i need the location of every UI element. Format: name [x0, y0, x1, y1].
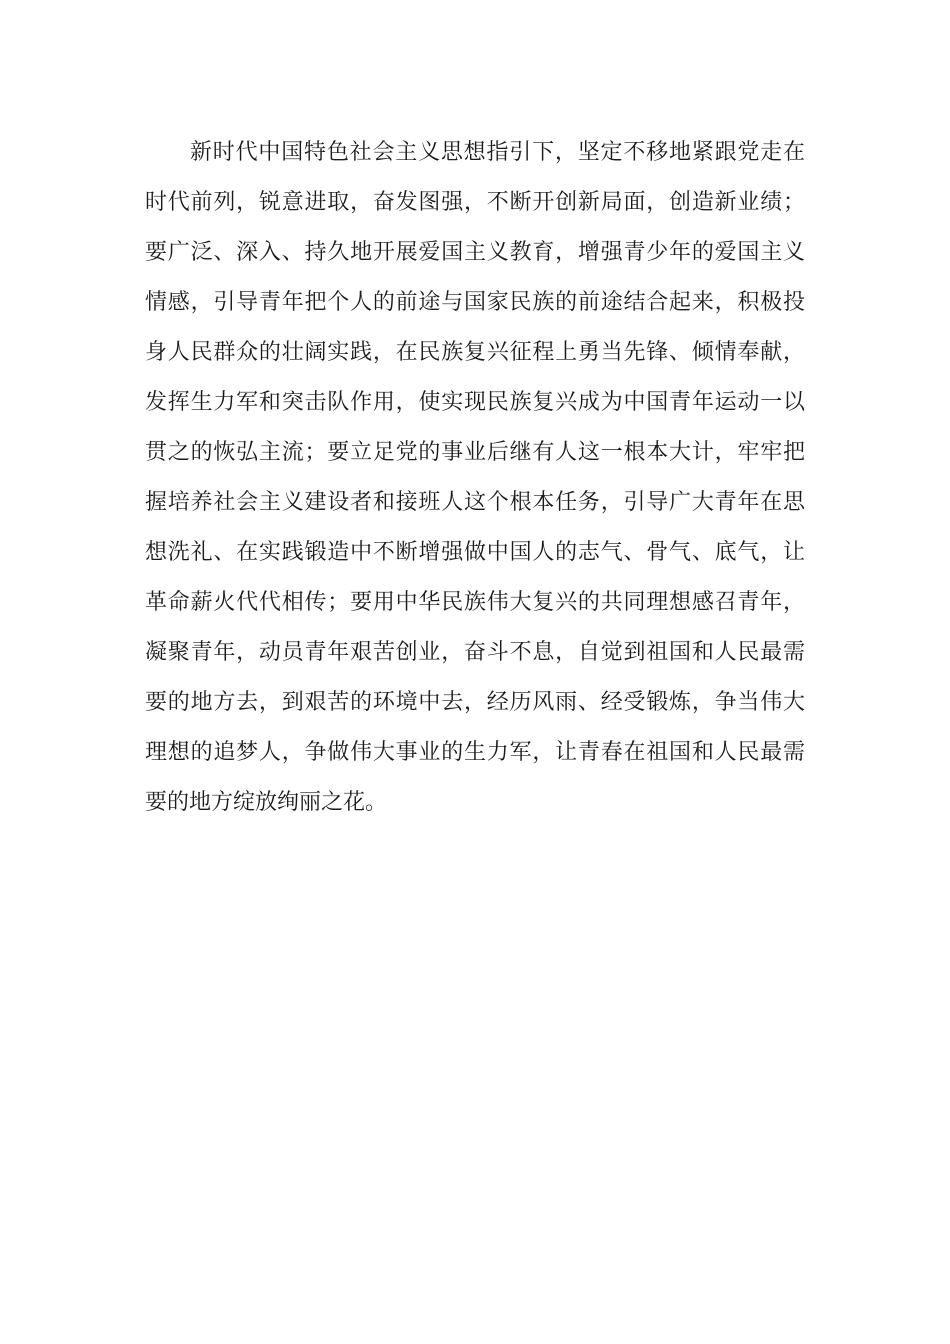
- paragraph-line: 要的地方去，到艰苦的环境中去，经历风雨、经受锻炼，争当伟大: [145, 690, 805, 715]
- body-paragraph: [145, 128, 805, 828]
- paragraph-line: 要的地方绽放绚丽之花。: [145, 790, 388, 815]
- paragraph-line: 身人民群众的壮阔实践，在民族复兴征程上勇当先锋、倾情奉献，: [145, 340, 805, 365]
- paragraph-line: 新时代中国特色社会主义思想指引下，坚定不移地紧跟党走在: [190, 140, 805, 165]
- paragraph-line: 时代前列，锐意进取，奋发图强，不断开创新局面，创造新业绩；: [145, 190, 805, 215]
- paragraph-line: 情感，引导青年把个人的前途与国家民族的前途结合起来，积极投: [145, 290, 805, 315]
- paragraph-line: 贯之的恢弘主流；要立足党的事业后继有人这一根本大计，牢牢把: [145, 440, 805, 465]
- paragraph-line: 发挥生力军和突击队作用，使实现民族复兴成为中国青年运动一以: [145, 390, 805, 415]
- paragraph-line: 理想的追梦人，争做伟大事业的生力军，让青春在祖国和人民最需: [145, 740, 805, 765]
- paragraph-line: 革命薪火代代相传；要用中华民族伟大复兴的共同理想感召青年，: [145, 590, 805, 615]
- paragraph-line: 要广泛、深入、持久地开展爱国主义教育，增强青少年的爱国主义: [145, 240, 805, 265]
- paragraph-line: 想洗礼、在实践锻造中不断增强做中国人的志气、骨气、底气，让: [145, 540, 805, 565]
- paragraph-line: 握培养社会主义建设者和接班人这个根本任务，引导广大青年在思: [145, 490, 805, 515]
- paragraph-line: 凝聚青年，动员青年艰苦创业，奋斗不息，自觉到祖国和人民最需: [145, 640, 805, 665]
